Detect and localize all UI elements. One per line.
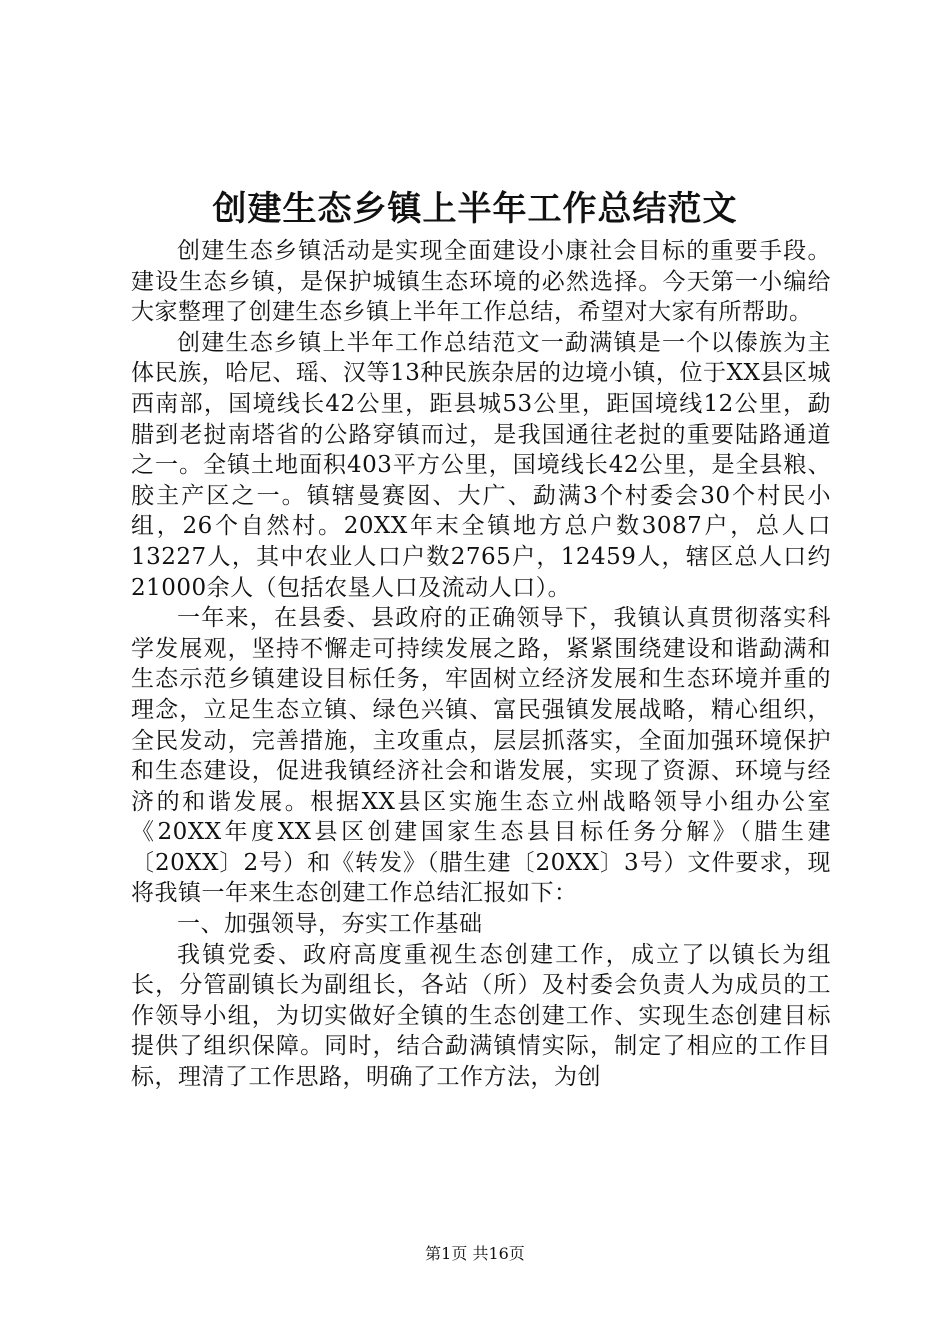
page-number: 第1页 共16页 — [425, 1244, 525, 1263]
paragraph-overview: 创建生态乡镇上半年工作总结范文一勐满镇是一个以傣族为主体民族，哈尼、瑶、汉等13种民族杂居的边境小镇，位于XX县区城西南部，国境线长42公里，距县城53公里，距国境线12公里，勐腊到老挝南塔省的公路穿镇而过，是我国通往老挝的重要陆路通道之一。全镇土地面积403平方公里，国境线长42公里，是全县粮、胶主产区之一。镇辖曼赛囡、大广、勐满3个村委会30个村民小组，26个自然村。20XX年末全镇地方总户数3087户，总人口13227人，其中农业人口户数2765户，12459人，辖区总人口约21000余人（包括农垦人口及流动人口）。 — [131, 329, 831, 601]
section-heading: 一、加强领导，夯实工作基础 — [177, 911, 483, 938]
document-title: 创建生态乡镇上半年工作总结范文 — [212, 189, 738, 229]
paragraph-summary: 一年来，在县委、县政府的正确领导下，我镇认真贯彻落实科学发展观，坚持不懈走可持续发展之路，紧紧围绕建设和谐勐满和生态示范乡镇建设目标任务，牢固树立经济发展和生态环境并重的理念，立足生态立镇、绿色兴镇、富民强镇发展战略，精心组织，全民发动，完善措施，主攻重点，层层抓落实，全面加强环境保护和生态建设，促进我镇经济社会和谐发展，实现了资源、环境与经济的和谐发展。根据XX县区实施生态立州战略领导小组办公室《20XX年度XX县区创建国家生态县目标任务分解》（腊生建〔20XX〕2号）和《转发》（腊生建〔20XX〕3号）文件要求，现将我镇一年来生态创建工作总结汇报如下： — [131, 605, 831, 907]
paragraph-intro: 创建生态乡镇活动是实现全面建设小康社会目标的重要手段。建设生态乡镇，是保护城镇生态环境的必然选择。今天第一小编给大家整理了创建生态乡镇上半年工作总结，希望对大家有所帮助。 — [131, 238, 831, 326]
paragraph-leadership: 我镇党委、政府高度重视生态创建工作，成立了以镇长为组长，分管副镇长为副组长，各站（所）及村委会负责人为成员的工作领导小组，为切实做好全镇的生态创建工作、实现生态创建目标提供了组织保障。同时，结合勐满镇情实际，制定了相应的工作目标，理清了工作思路，明确了工作方法，为创 — [131, 941, 831, 1091]
document-body — [131, 236, 831, 1093]
